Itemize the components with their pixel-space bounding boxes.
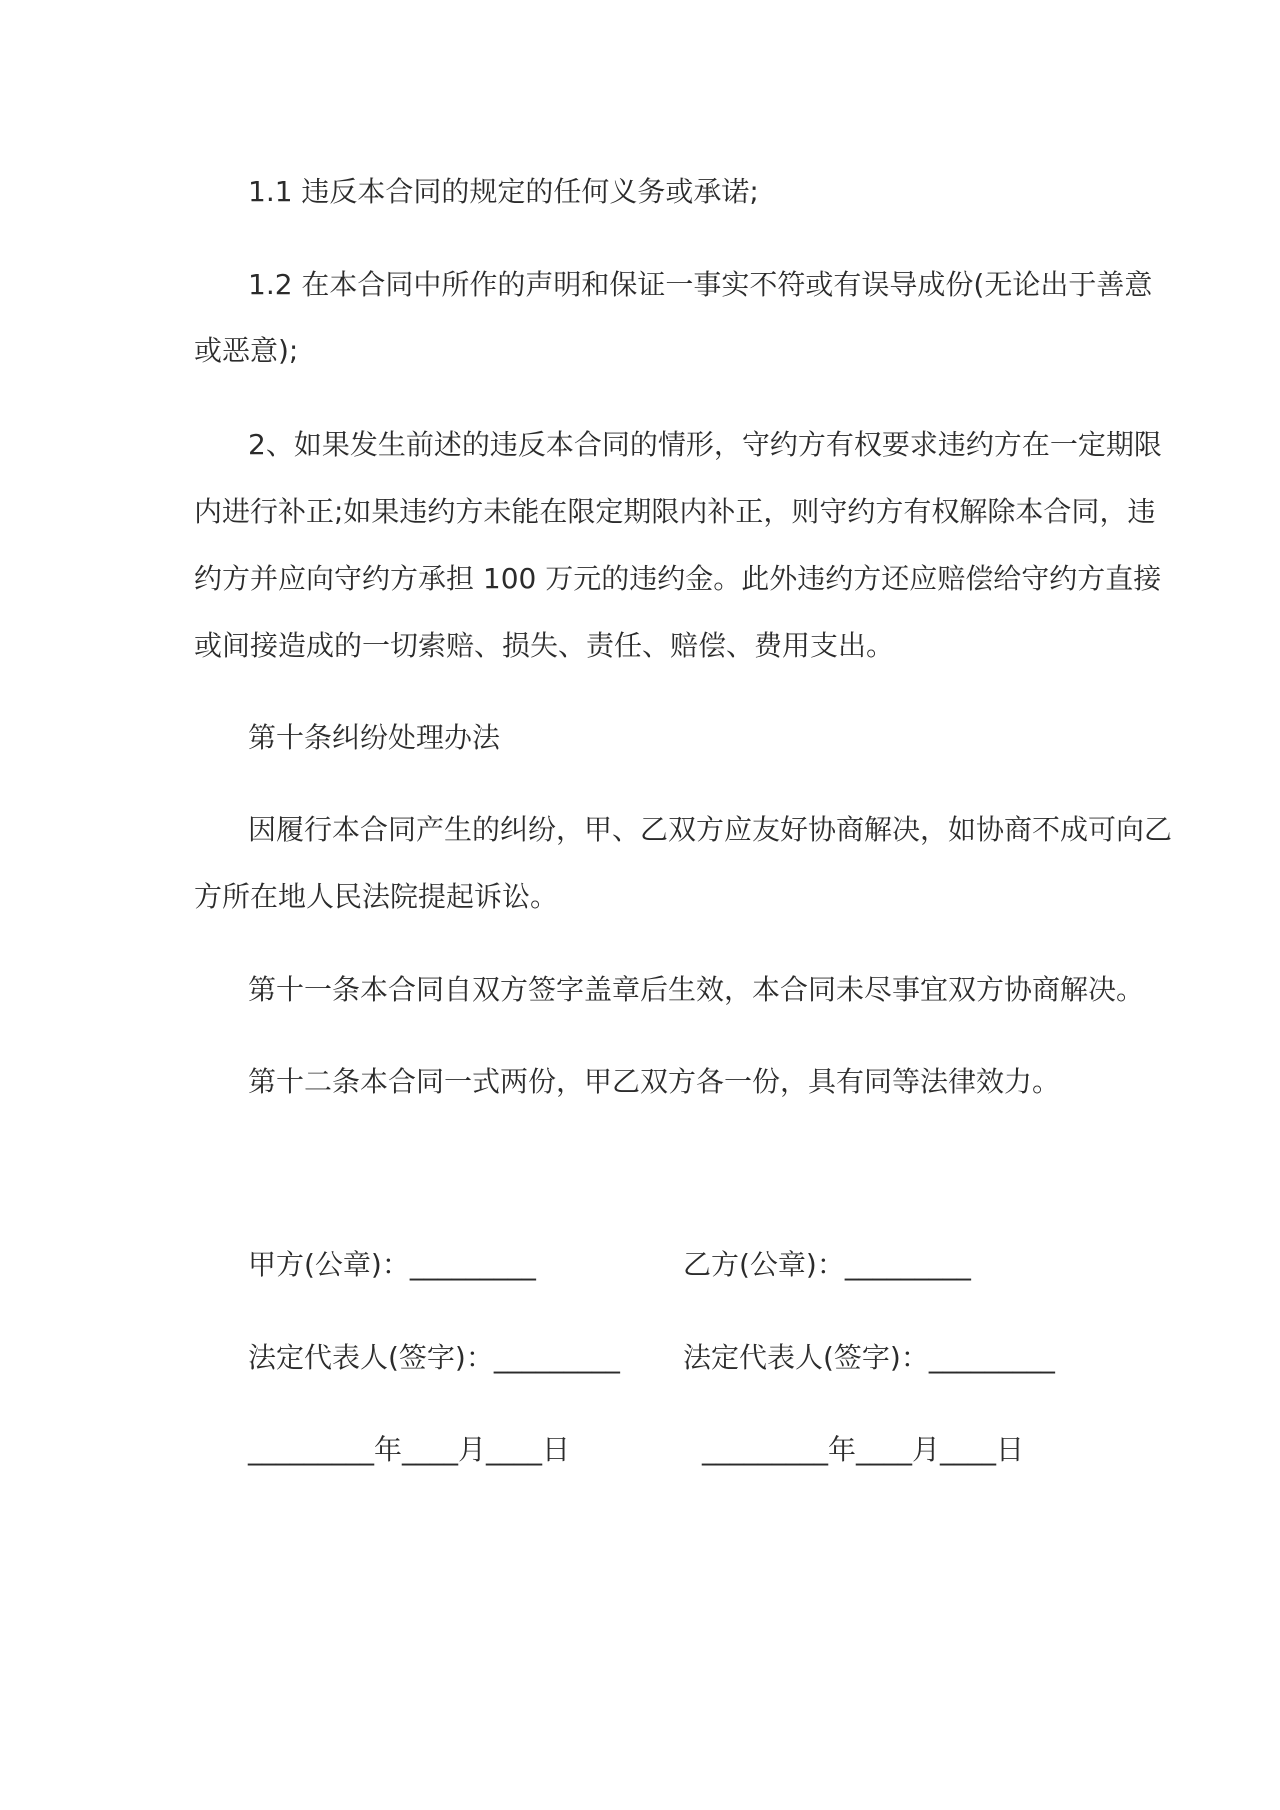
article-10-line-1: 因履行本合同产生的纠纷，甲、乙双方应友好协商解决，如协商不成可向乙 [248,813,1173,846]
article-11: 第十一条本合同自双方签字盖章后生效，本合同未尽事宜双方协商解决。 [248,973,1145,1006]
clause-2-line-2: 内进行补正;如果违约方未能在限定期限内补正，则守约方有权解除本合同，违 [194,495,1156,528]
party-a-seal: 甲方(公章)：_________ [248,1248,536,1281]
article-12: 第十二条本合同一式两份，甲乙双方各一份，具有同等法律效力。 [248,1065,1061,1098]
party-a-date: _________年____月____日 [248,1433,571,1466]
party-b-seal: 乙方(公章)：_________ [683,1248,971,1281]
clause-2-line-1: 2、如果发生前述的违反本合同的情形，守约方有权要求违约方在一定期限 [248,428,1162,461]
article-10-line-2: 方所在地人民法院提起诉讼。 [194,880,559,913]
clause-1-1: 1.1 违反本合同的规定的任何义务或承诺; [248,175,759,208]
party-a-representative: 法定代表人(签字)：_________ [248,1341,620,1374]
clause-2-line-3: 约方并应向守约方承担 100 万元的违约金。此外违约方还应赔偿给守约方直接 [194,562,1162,595]
party-b-date: _________年____月____日 [702,1433,1025,1466]
clause-2-line-4: 或间接造成的一切索赔、损失、责任、赔偿、费用支出。 [194,629,895,662]
clause-1-2-line-1: 1.2 在本合同中所作的声明和保证一事实不符或有误导成份(无论出于善意 [248,268,1153,301]
party-b-representative: 法定代表人(签字)：_________ [683,1341,1055,1374]
clause-1-2-line-2: 或恶意); [194,334,299,367]
article-10-title: 第十条纠纷处理办法 [248,721,501,754]
